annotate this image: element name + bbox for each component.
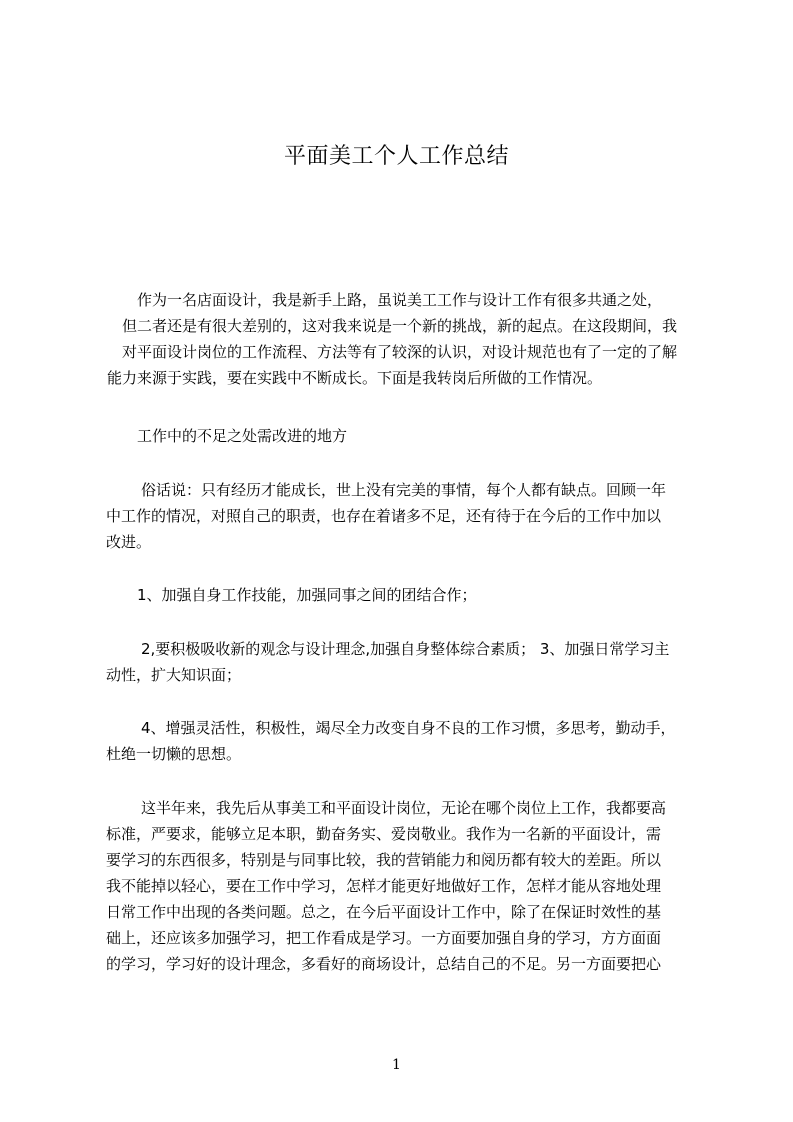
improvement-item-4: 杜绝一切懒的思想。 <box>106 745 242 763</box>
summary-line: 标准，严要求，能够立足本职，勤奋务实、爱岗敬业。我作为一名新的平面设计，需 <box>106 825 662 843</box>
saying-line: 中工作的情况，对照自己的职责，也存在着诸多不足，还有待于在今后的工作中加以 <box>106 507 662 525</box>
summary-line: 的学习，学习好的设计理念，多看好的商场设计，总结自己的不足。另一方面要把心 <box>106 955 662 973</box>
document-title: 平面美工个人工作总结 <box>283 144 509 169</box>
page-number: 1 <box>392 1057 401 1073</box>
summary-line: 我不能掉以轻心，要在工作中学习，怎样才能更好地做好工作，怎样才能从容地处理 <box>106 877 662 895</box>
intro-line: 但二者还是有很大差别的，这对我来说是一个新的挑战，新的起点。在这段期间，我 <box>122 317 678 335</box>
section-heading: 工作中的不足之处需改进的地方 <box>137 427 348 445</box>
saying-line: 俗话说：只有经历才能成长，世上没有完美的事情，每个人都有缺点。回顾一年 <box>141 481 667 499</box>
summary-line: 日常工作中出现的各类问题。总之，在今后平面设计工作中，除了在保证时效性的基 <box>106 903 662 921</box>
summary-line: 这半年来，我先后从事美工和平面设计岗位，无论在哪个岗位上工作，我都要高 <box>141 799 667 817</box>
intro-line: 能力来源于实践，要在实践中不断成长。下面是我转岗后所做的工作情况。 <box>107 369 603 387</box>
summary-line: 础上，还应该多加强学习，把工作看成是学习。一方面要加强自身的学习，方方面面 <box>106 929 662 947</box>
improvement-item-2-3: 2,要积极吸收新的观念与设计理念,加强自身整体综合素质； 3、加强日常学习主 <box>141 640 670 658</box>
improvement-item-2-3: 动性，扩大知识面； <box>106 666 242 684</box>
intro-line: 对平面设计岗位的工作流程、方法等有了较深的认识，对设计规范也有了一定的了解 <box>122 343 678 361</box>
improvement-item-1: 1、加强自身工作技能，加强同事之间的团结合作； <box>137 586 477 604</box>
saying-line: 改进。 <box>106 533 152 551</box>
summary-line: 要学习的东西很多，特别是与同事比较，我的营销能力和阅历都有较大的差距。所以 <box>106 851 662 869</box>
improvement-item-4: 4、增强灵活性，积极性，竭尽全力改变自身不良的工作习惯，多思考，勤动手， <box>141 719 676 737</box>
intro-line: 作为一名店面设计，我是新手上路，虽说美工工作与设计工作有很多共通之处， <box>137 291 663 309</box>
